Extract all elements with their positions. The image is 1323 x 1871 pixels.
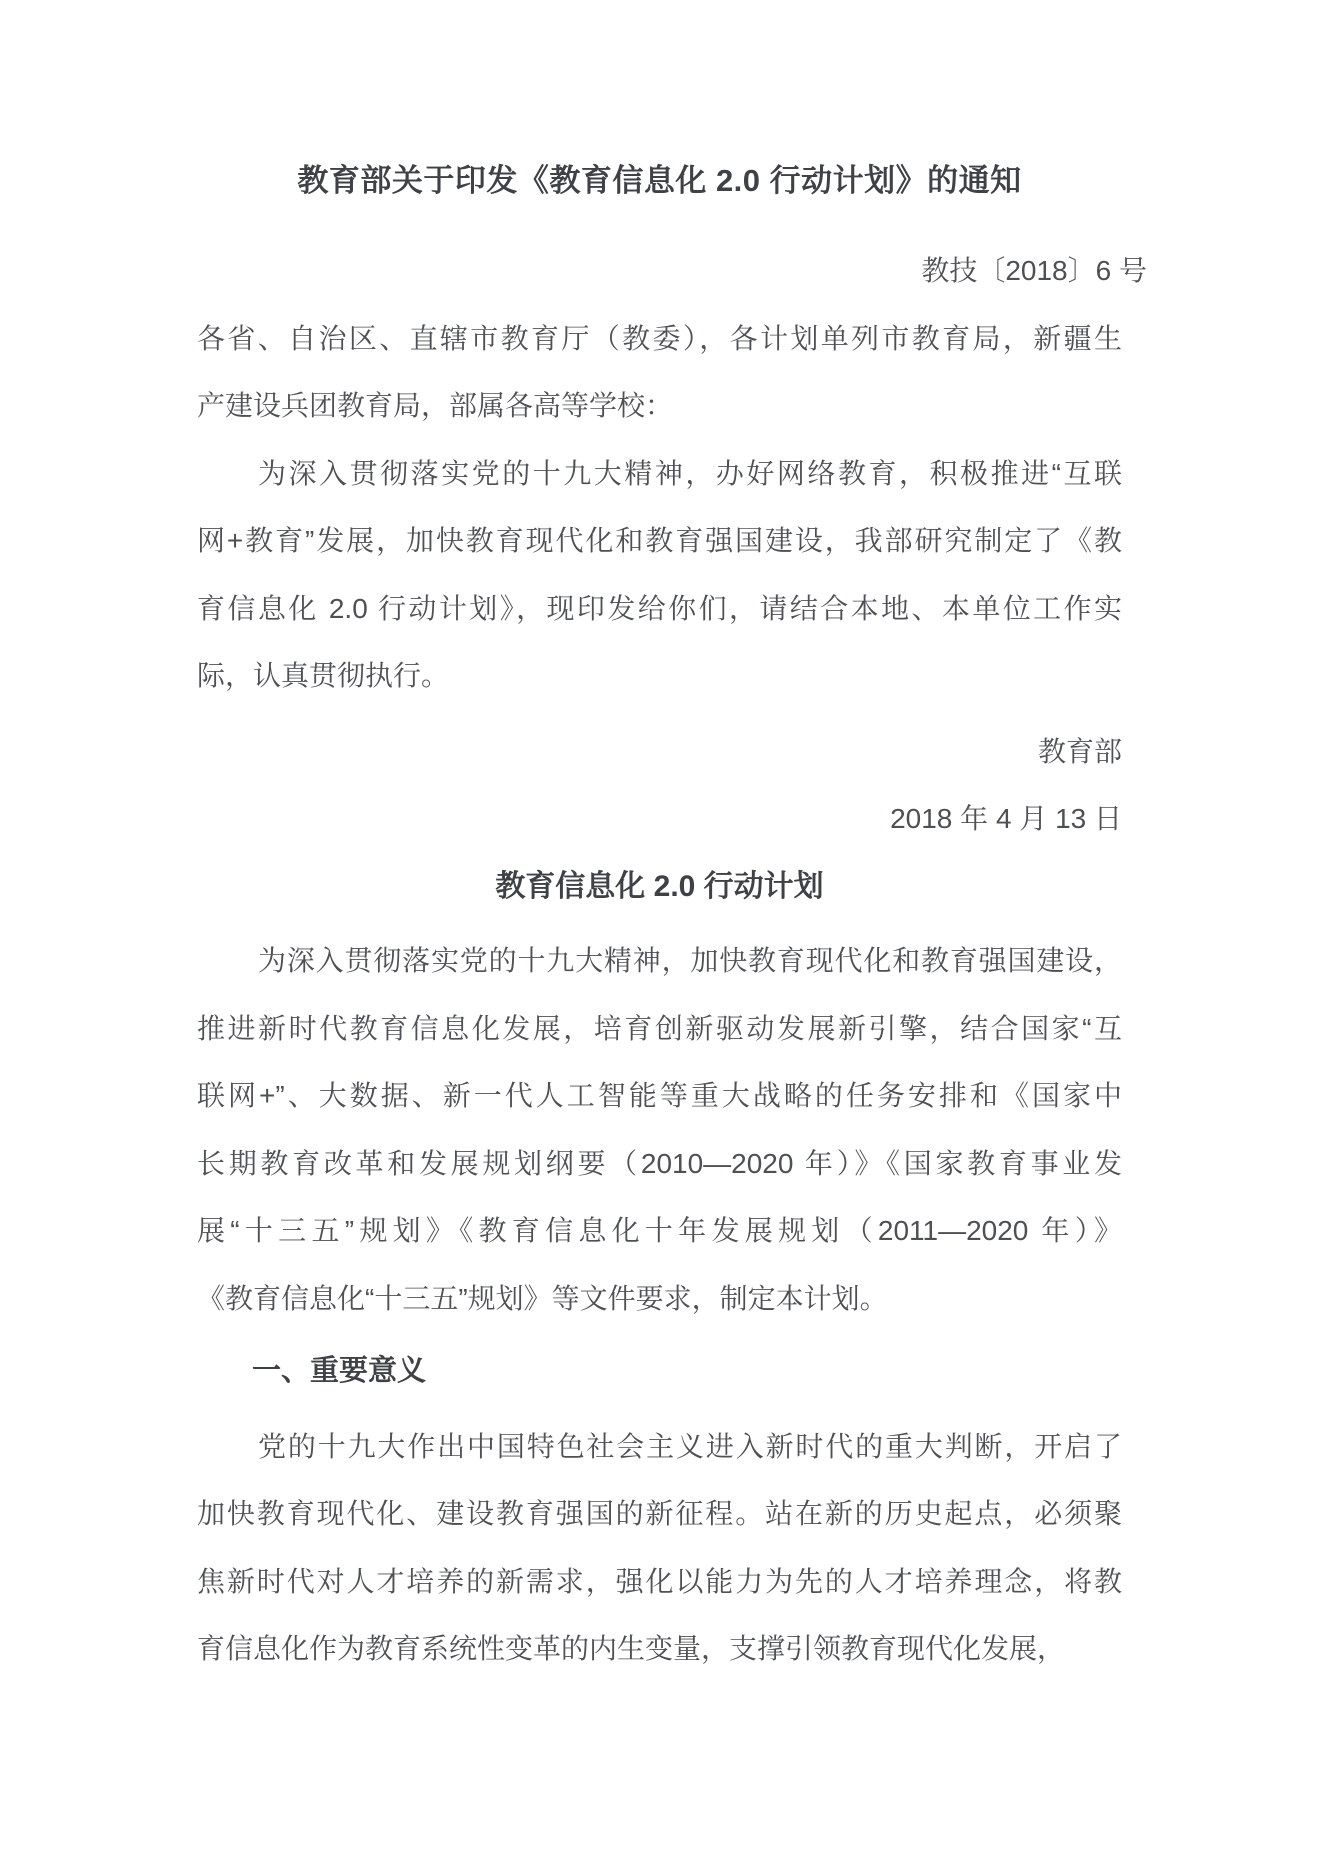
text-line: 网+教育”发展，加快教育现代化和教育强国建设，我部研究制定了《教 — [197, 525, 1122, 556]
section-heading: 一、重要意义 — [252, 1355, 427, 1387]
doc-number: 教技〔2018〕6 号 — [921, 255, 1147, 286]
text-line: 推进新时代教育信息化发展，培育创新驱动发展新引擎，结合国家“互 — [197, 1012, 1122, 1044]
text-line: 焦新时代对人才培养的新需求，强化以能力为先的人才培养理念，将教 — [197, 1565, 1122, 1597]
text-line: 育信息化 2.0 行动计划》，现印发给你们，请结合本地、本单位工作实 — [197, 592, 1122, 624]
text-line: 长期教育改革和发展规划纲要（2010—2020 年）》《国家教育事业发 — [197, 1147, 1122, 1179]
text-line: 党的十九大作出中国特色社会主义进入新时代的重大判断，开启了 — [258, 1430, 1122, 1462]
text-line: 联网+”、大数据、新一代人工智能等重大战略的任务安排和《国家中 — [197, 1080, 1122, 1111]
signature: 教育部 — [1037, 735, 1122, 767]
text-line: 《教育信息化“十三五”规划》等文件要求，制定本计划。 — [197, 1282, 888, 1314]
issue-date: 2018 年 4 月 13 日 — [890, 803, 1122, 834]
notice-body-paragraph — [197, 440, 1122, 710]
document-title: 教育部关于印发《教育信息化 2.0 行动计划》的通知 — [297, 163, 1022, 198]
text-line: 际，认真贯彻执行。 — [197, 660, 450, 691]
text-line: 展“十三五”规划》《教育信息化十年发展规划（2011—2020 年）》 — [197, 1215, 1122, 1246]
text-line: 加快教育现代化、建设教育强国的新征程。站在新的历史起点，必须聚 — [197, 1498, 1122, 1529]
plan-title: 教育信息化 2.0 行动计划 — [495, 869, 824, 903]
text-line: 为深入贯彻落实党的十九大精神，办好网络教育，积极推进“互联 — [258, 457, 1122, 489]
text-line: 产建设兵团教育局，部属各高等学校： — [197, 390, 674, 421]
section-body-paragraph — [197, 1413, 1122, 1683]
salutation-paragraph — [197, 305, 1122, 440]
plan-intro-paragraph — [197, 927, 1122, 1332]
text-line: 育信息化作为教育系统性变革的内生变量，支撑引领教育现代化发展， — [197, 1633, 1066, 1664]
text-line: 各省、自治区、直辖市教育厅（教委），各计划单列市教育局，新疆生 — [197, 322, 1122, 354]
text-line: 为深入贯彻落实党的十九大精神，加快教育现代化和教育强国建设， — [258, 945, 1122, 976]
